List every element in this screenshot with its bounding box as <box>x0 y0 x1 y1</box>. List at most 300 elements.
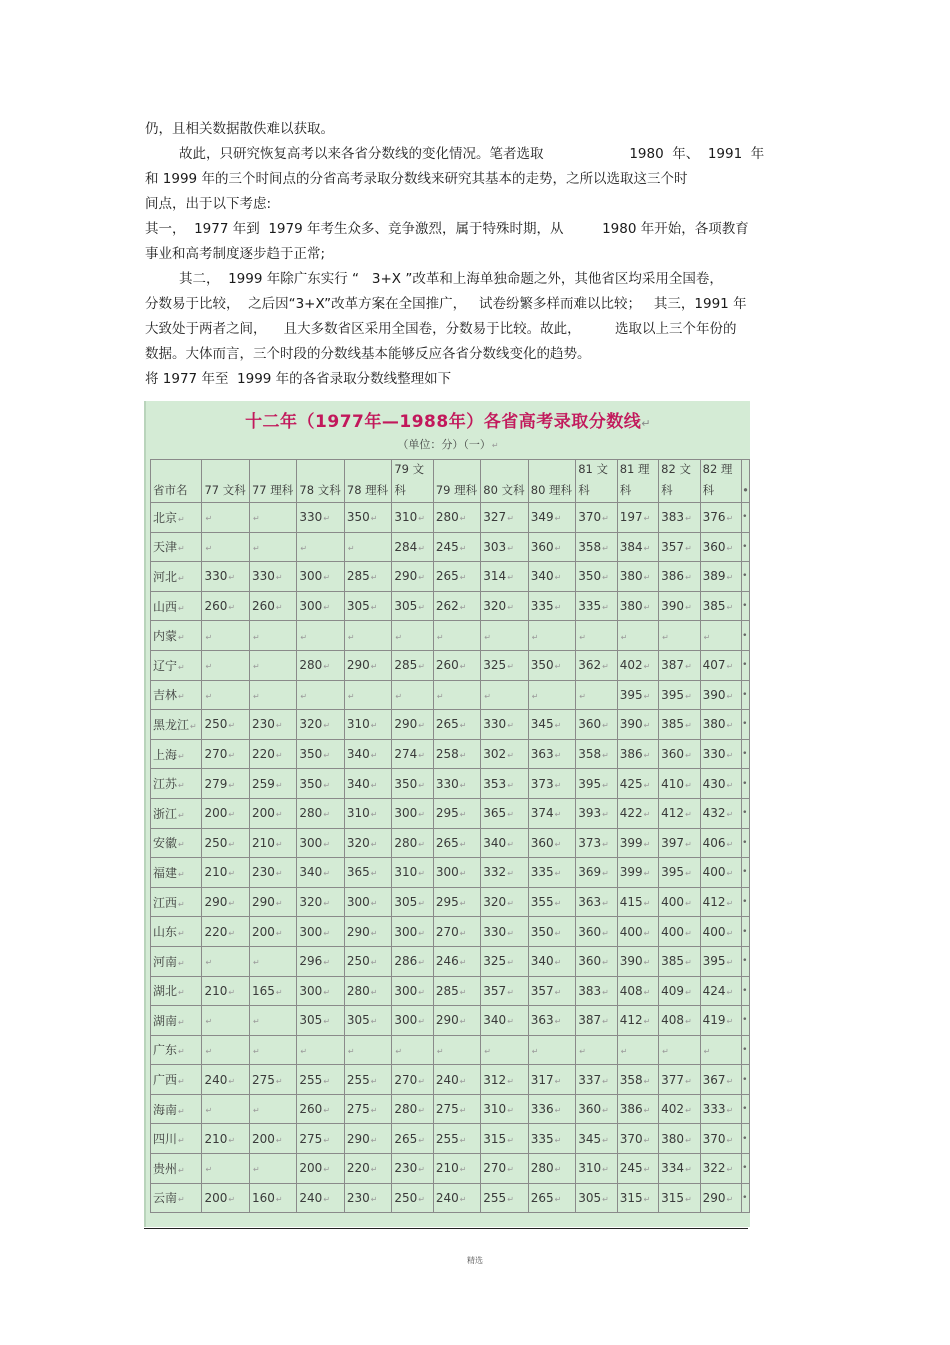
province-cell <box>151 828 202 858</box>
score-value: 335 <box>530 865 554 880</box>
return-mark: ↵ <box>252 691 260 701</box>
header-line-2: 79 理科 <box>435 483 478 497</box>
return-mark: ↵ <box>178 1047 185 1057</box>
table-header-cell <box>297 460 344 503</box>
score-cell <box>297 858 344 888</box>
table-header-cell <box>659 460 700 503</box>
score-cell <box>249 828 296 858</box>
score-value: 325 <box>483 954 507 969</box>
return-mark: ↵ <box>418 899 425 909</box>
score-cell <box>700 976 741 1006</box>
return-mark: ↵ <box>507 958 514 968</box>
score-cell <box>481 1154 528 1184</box>
score-value: 320 <box>299 717 323 732</box>
return-mark: ↵ <box>459 839 467 849</box>
return-mark: ↵ <box>459 514 467 524</box>
return-mark: ↵ <box>459 1017 467 1027</box>
score-value: 408 <box>619 983 643 998</box>
score-value: 350 <box>578 569 602 584</box>
return-mark: ↵ <box>554 780 562 790</box>
score-cell <box>202 1124 249 1154</box>
score-value: 350 <box>530 658 554 673</box>
return-mark: ↵ <box>178 958 185 968</box>
score-cell <box>528 1094 575 1124</box>
return-mark: ↵ <box>643 1165 651 1175</box>
score-value: 312 <box>483 1072 507 1087</box>
return-mark: ↵ <box>554 810 562 820</box>
score-cell <box>433 769 480 799</box>
return-mark: ↵ <box>228 810 236 820</box>
score-cell <box>202 621 249 651</box>
score-cell <box>700 1154 741 1184</box>
score-table <box>150 459 750 1213</box>
score-value: 290 <box>394 569 418 584</box>
score-value: 373 <box>530 776 554 791</box>
row-end-mark: • <box>742 1035 750 1065</box>
province-name: 浙江 <box>153 806 178 821</box>
score-value: 240 <box>204 1072 228 1087</box>
return-mark: ↵ <box>602 603 609 613</box>
return-mark: ↵ <box>205 691 213 701</box>
score-cell <box>344 1065 391 1095</box>
return-mark: ↵ <box>643 573 651 583</box>
return-mark: ↵ <box>370 1017 378 1027</box>
score-value: 220 <box>204 924 228 939</box>
score-cell <box>659 1183 700 1213</box>
score-cell <box>528 1065 575 1095</box>
score-cell <box>433 828 480 858</box>
score-cell <box>528 858 575 888</box>
return-mark: ↵ <box>643 839 651 849</box>
header-line-2: 78 理科 <box>346 483 389 497</box>
table-header-cell <box>202 460 249 503</box>
return-mark: ↵ <box>602 869 609 879</box>
score-value: 290 <box>435 1013 459 1028</box>
score-cell <box>528 1006 575 1036</box>
paragraph-line: 分数易于比较， 之后因“3+X”改革方案在全国推广， 试卷纷繁多样而难以比较； 其三，1991 年 <box>145 296 747 312</box>
score-value: 387 <box>578 1013 602 1028</box>
return-mark: ↵ <box>252 662 260 672</box>
return-mark: ↵ <box>459 751 467 761</box>
row-end-mark: • <box>742 1154 750 1184</box>
score-cell <box>700 621 741 651</box>
paragraph-line: 大致处于两者之间， 且大多数省区采用全国卷，分数易于比较。故此， 选取以上三个年份的 <box>145 321 737 337</box>
score-value: 220 <box>346 1161 370 1176</box>
return-mark: ↵ <box>178 544 185 554</box>
score-cell <box>576 1035 617 1065</box>
score-cell <box>617 591 658 621</box>
return-mark: ↵ <box>643 928 651 938</box>
score-value: 300 <box>435 865 459 880</box>
score-value: 210 <box>204 1131 228 1146</box>
table-row <box>151 591 750 621</box>
score-cell <box>528 1154 575 1184</box>
score-value: 400 <box>661 924 685 939</box>
score-value: 350 <box>394 776 418 791</box>
score-cell <box>392 591 433 621</box>
score-cell <box>392 1035 433 1065</box>
return-mark: ↵ <box>459 1135 467 1145</box>
score-value: 393 <box>578 806 602 821</box>
table-row <box>151 621 750 651</box>
row-end-mark: • <box>742 887 750 917</box>
score-cell <box>433 798 480 828</box>
score-value: 340 <box>483 1013 507 1028</box>
return-mark: ↵ <box>178 751 185 761</box>
score-cell <box>528 591 575 621</box>
score-cell <box>700 591 741 621</box>
score-cell <box>249 650 296 680</box>
score-cell <box>659 739 700 769</box>
score-value: 330 <box>483 717 507 732</box>
return-mark: ↵ <box>643 987 651 997</box>
return-mark: ↵ <box>418 751 425 761</box>
return-mark: ↵ <box>275 987 283 997</box>
score-value: 310 <box>483 1102 507 1117</box>
score-value: 385 <box>661 954 685 969</box>
return-mark: ↵ <box>531 632 539 642</box>
score-cell <box>700 1065 741 1095</box>
score-cell <box>700 739 741 769</box>
score-value: 340 <box>530 954 554 969</box>
return-mark: ↵ <box>459 780 467 790</box>
score-value: 303 <box>483 539 507 554</box>
return-mark: ↵ <box>178 1165 185 1175</box>
score-value: 260 <box>435 658 459 673</box>
province-cell <box>151 710 202 740</box>
return-mark: ↵ <box>323 1135 331 1145</box>
return-mark: ↵ <box>323 839 331 849</box>
score-cell <box>576 739 617 769</box>
score-value: 399 <box>619 865 643 880</box>
paragraph-line: 故此，只研究恢复高考以来各省分数线的变化情况。笔者选取 1980 年、 1991 年 <box>179 146 765 162</box>
return-mark: ↵ <box>228 899 236 909</box>
row-end-mark: • <box>742 680 750 710</box>
return-mark: ↵ <box>459 662 467 672</box>
province-cell <box>151 1006 202 1036</box>
return-mark: ↵ <box>418 1106 425 1116</box>
score-value: 330 <box>702 747 726 762</box>
return-mark: ↵ <box>178 929 185 939</box>
score-value: 336 <box>530 1102 554 1117</box>
return-mark: ↵ <box>459 869 467 879</box>
score-cell <box>249 1094 296 1124</box>
return-mark: ↵ <box>275 1135 283 1145</box>
score-value: 402 <box>661 1102 685 1117</box>
return-mark: ↵ <box>323 1165 331 1175</box>
table-row <box>151 1124 750 1154</box>
score-cell <box>481 1124 528 1154</box>
score-cell <box>528 828 575 858</box>
score-cell <box>528 917 575 947</box>
return-mark: ↵ <box>643 543 651 553</box>
return-mark: ↵ <box>554 839 562 849</box>
return-mark: ↵ <box>370 662 378 672</box>
return-mark: ↵ <box>190 721 197 731</box>
paragraph-line: 和 1999 年的三个时间点的分省高考录取分数线来研究其基本的走势，之所以选取这三个时 <box>145 171 688 187</box>
score-value: 386 <box>619 1102 643 1117</box>
score-cell <box>344 1006 391 1036</box>
header-line-1: 82 文 <box>661 462 691 476</box>
return-mark: ↵ <box>178 781 185 791</box>
header-line-2: 省市名 <box>153 483 188 497</box>
province-name: 北京 <box>153 510 178 525</box>
score-cell <box>249 680 296 710</box>
return-mark: ↵ <box>602 573 609 583</box>
score-value: 340 <box>299 865 323 880</box>
score-cell <box>481 858 528 888</box>
score-value: 305 <box>394 599 418 614</box>
score-cell <box>392 680 433 710</box>
return-mark: ↵ <box>418 780 425 790</box>
return-mark: ↵ <box>685 987 692 997</box>
return-mark: ↵ <box>685 958 692 968</box>
score-value: 369 <box>578 865 602 880</box>
score-value: 400 <box>619 924 643 939</box>
score-cell <box>202 1006 249 1036</box>
header-line-1: 79 文 <box>394 462 425 476</box>
return-mark: ↵ <box>323 603 331 613</box>
return-mark: ↵ <box>685 691 692 701</box>
score-cell <box>576 503 617 533</box>
score-cell <box>576 946 617 976</box>
header-line-2: 78 文科 <box>299 483 341 497</box>
return-mark: ↵ <box>418 543 425 553</box>
score-cell <box>297 1154 344 1184</box>
score-value: 270 <box>483 1161 507 1176</box>
return-mark: ↵ <box>685 543 692 553</box>
table-row <box>151 739 750 769</box>
score-value: 335 <box>578 599 602 614</box>
score-value: 400 <box>661 895 685 910</box>
bottom-rule <box>144 1228 748 1229</box>
province-name: 山西 <box>153 599 178 614</box>
return-mark: ↵ <box>643 662 651 672</box>
score-cell <box>528 769 575 799</box>
score-value: 259 <box>251 776 275 791</box>
score-cell <box>617 739 658 769</box>
return-mark: ↵ <box>602 1135 609 1145</box>
score-value: 310 <box>394 865 418 880</box>
score-cell <box>617 1035 658 1065</box>
score-cell <box>392 798 433 828</box>
score-cell <box>481 503 528 533</box>
province-cell <box>151 1065 202 1095</box>
score-value: 305 <box>346 599 370 614</box>
row-end-mark: • <box>742 710 750 740</box>
score-cell <box>433 1035 480 1065</box>
return-mark: ↵ <box>228 1076 236 1086</box>
score-value: 357 <box>661 539 685 554</box>
score-value: 310 <box>578 1161 602 1176</box>
score-cell <box>344 591 391 621</box>
return-mark: ↵ <box>418 1017 425 1027</box>
province-name: 安徽 <box>153 836 178 851</box>
score-value: 385 <box>702 599 726 614</box>
score-value: 210 <box>435 1161 459 1176</box>
return-mark: ↵ <box>418 839 425 849</box>
score-value: 360 <box>530 835 554 850</box>
score-value: 279 <box>204 776 228 791</box>
score-cell <box>433 1065 480 1095</box>
score-cell <box>481 1183 528 1213</box>
return-mark: ↵ <box>228 573 236 583</box>
return-mark: ↵ <box>205 662 213 672</box>
score-cell <box>481 828 528 858</box>
score-cell <box>249 503 296 533</box>
return-mark: ↵ <box>178 869 185 879</box>
return-mark: ↵ <box>726 869 734 879</box>
score-value: 395 <box>661 865 685 880</box>
return-mark: ↵ <box>602 780 609 790</box>
score-value: 250 <box>346 954 370 969</box>
score-value: 255 <box>299 1072 323 1087</box>
return-mark: ↵ <box>685 1135 692 1145</box>
score-cell <box>576 562 617 592</box>
score-value: 160 <box>251 1190 275 1205</box>
score-value: 290 <box>346 1131 370 1146</box>
return-mark: ↵ <box>643 691 651 701</box>
row-end-mark: • <box>742 769 750 799</box>
score-cell <box>297 680 344 710</box>
score-cell <box>433 621 480 651</box>
return-mark: ↵ <box>370 514 378 524</box>
return-mark: ↵ <box>275 928 283 938</box>
return-mark: ↵ <box>228 869 236 879</box>
score-cell <box>202 1035 249 1065</box>
return-mark: ↵ <box>228 603 236 613</box>
score-cell <box>202 917 249 947</box>
score-cell <box>700 532 741 562</box>
score-value: 210 <box>204 983 228 998</box>
header-line-2: 77 理科 <box>251 483 294 497</box>
score-cell <box>297 1035 344 1065</box>
score-cell <box>249 946 296 976</box>
score-cell <box>617 887 658 917</box>
score-cell <box>481 1035 528 1065</box>
return-mark: ↵ <box>602 662 609 672</box>
score-value: 265 <box>530 1190 554 1205</box>
return-mark: ↵ <box>370 987 378 997</box>
score-value: 412 <box>619 1013 643 1028</box>
return-mark: ↵ <box>228 1135 236 1145</box>
score-value: 360 <box>530 539 554 554</box>
table-row <box>151 680 750 710</box>
return-mark: ↵ <box>726 899 734 909</box>
return-mark: ↵ <box>436 691 444 701</box>
score-cell <box>617 1006 658 1036</box>
score-value: 315 <box>619 1190 643 1205</box>
return-mark: ↵ <box>507 780 514 790</box>
return-mark: ↵ <box>323 1076 331 1086</box>
score-cell <box>392 650 433 680</box>
return-mark: ↵ <box>726 839 734 849</box>
score-value: 330 <box>299 510 323 525</box>
score-cell <box>576 591 617 621</box>
score-cell <box>392 562 433 592</box>
return-mark: ↵ <box>228 987 236 997</box>
score-cell <box>481 532 528 562</box>
score-cell <box>576 1154 617 1184</box>
score-cell <box>617 1065 658 1095</box>
return-mark: ↵ <box>726 1194 734 1204</box>
score-cell <box>433 1094 480 1124</box>
score-cell <box>392 1183 433 1213</box>
row-end-mark: • <box>742 739 750 769</box>
row-end-mark: • <box>742 650 750 680</box>
return-mark: ↵ <box>554 928 562 938</box>
return-mark: ↵ <box>726 603 734 613</box>
row-end-mark: • <box>742 828 750 858</box>
score-value: 358 <box>578 747 602 762</box>
score-value: 355 <box>530 895 554 910</box>
return-mark: ↵ <box>643 1017 651 1027</box>
score-value: 275 <box>299 1131 323 1146</box>
score-cell <box>481 739 528 769</box>
score-value: 290 <box>702 1190 726 1205</box>
return-mark: ↵ <box>323 1106 331 1116</box>
score-cell <box>392 739 433 769</box>
return-mark: ↵ <box>205 1046 213 1056</box>
province-cell <box>151 1094 202 1124</box>
return-mark: ↵ <box>507 573 514 583</box>
return-mark: ↵ <box>252 543 260 553</box>
score-cell <box>297 1006 344 1036</box>
return-mark: ↵ <box>554 869 562 879</box>
return-mark: ↵ <box>602 1165 609 1175</box>
header-line-1: 81 理 <box>619 462 650 476</box>
score-value: 290 <box>346 658 370 673</box>
score-value: 314 <box>483 569 507 584</box>
score-cell <box>700 650 741 680</box>
score-cell <box>617 621 658 651</box>
return-mark: ↵ <box>685 751 692 761</box>
score-value: 250 <box>204 717 228 732</box>
score-cell <box>659 976 700 1006</box>
return-mark: ↵ <box>620 632 628 642</box>
return-mark: ↵ <box>507 839 514 849</box>
score-cell <box>392 946 433 976</box>
score-value: 387 <box>661 658 685 673</box>
header-line-2: 80 文科 <box>483 483 525 497</box>
return-mark: ↵ <box>685 1106 692 1116</box>
score-cell <box>576 710 617 740</box>
paragraph-line: 其二， 1999 年除广东实行 “ 3+X ”改革和上海单独命题之外，其他省区均采用全国卷， <box>179 271 723 287</box>
header-line-2: 科 <box>702 483 715 497</box>
score-cell <box>297 887 344 917</box>
return-mark: ↵ <box>347 1046 355 1056</box>
score-value: 409 <box>661 983 685 998</box>
score-cell <box>297 621 344 651</box>
table-row <box>151 976 750 1006</box>
return-mark: ↵ <box>300 543 308 553</box>
return-mark: ↵ <box>602 928 609 938</box>
score-cell <box>659 769 700 799</box>
province-cell <box>151 946 202 976</box>
province-cell <box>151 591 202 621</box>
return-mark: ↵ <box>323 751 331 761</box>
score-cell <box>344 503 391 533</box>
score-cell <box>202 798 249 828</box>
table-row <box>151 1006 750 1036</box>
score-value: 260 <box>204 599 228 614</box>
score-cell <box>528 710 575 740</box>
score-cell <box>202 591 249 621</box>
table-row <box>151 1035 750 1065</box>
score-value: 400 <box>702 865 726 880</box>
score-value: 374 <box>530 806 554 821</box>
return-mark: ↵ <box>685 603 692 613</box>
